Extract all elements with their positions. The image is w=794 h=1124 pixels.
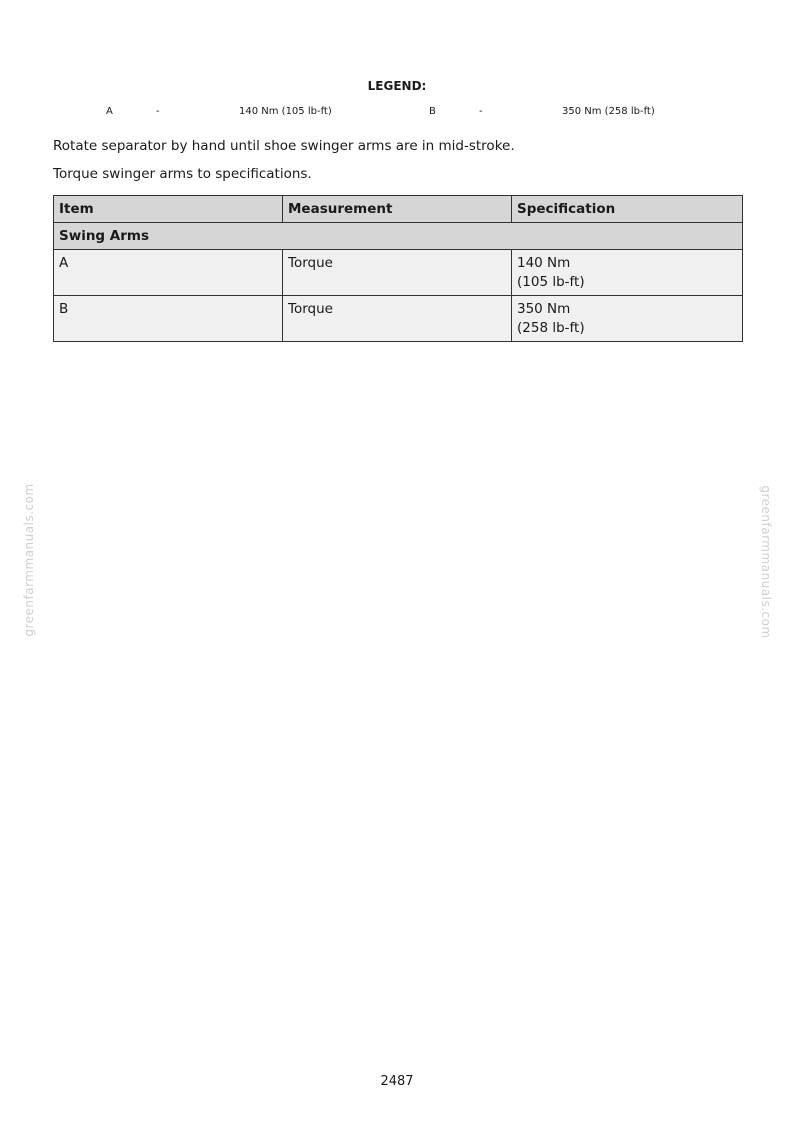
cell-measurement: Torque (283, 296, 512, 342)
cell-item: A (54, 250, 283, 296)
page-number: 2487 (380, 1074, 414, 1089)
legend-title: LEGEND: (367, 79, 427, 93)
legend-letter-b: B (429, 106, 436, 117)
header-specification: Specification (512, 196, 743, 223)
spec-imperial: (105 lb-ft) (517, 274, 585, 290)
legend-value-b: 350 Nm (258 lb-ft) (562, 106, 655, 117)
table-header-row (54, 196, 743, 223)
spec-imperial: (258 lb-ft) (517, 320, 585, 336)
legend-letter-a: A (106, 106, 113, 117)
cell-specification (512, 250, 743, 296)
header-measurement: Measurement (283, 196, 512, 223)
watermark-left: greenfarmmanuals.com (22, 483, 36, 637)
spec-metric: 140 Nm (517, 255, 571, 271)
cell-measurement: Torque (283, 250, 512, 296)
legend-dash-b: - (479, 106, 483, 117)
specification-table (53, 195, 743, 342)
cell-specification (512, 296, 743, 342)
instruction-rotate: Rotate separator by hand until shoe swinger arms are in mid-stroke. (53, 138, 515, 154)
legend-value-a: 140 Nm (105 lb-ft) (239, 106, 332, 117)
spec-metric: 350 Nm (517, 301, 571, 317)
table-row (54, 250, 743, 296)
table-row (54, 296, 743, 342)
header-item: Item (54, 196, 283, 223)
legend-dash-a: - (156, 106, 160, 117)
cell-item: B (54, 296, 283, 342)
instruction-torque: Torque swinger arms to specifications. (53, 166, 312, 182)
table-group-row (54, 223, 743, 250)
watermark-right: greenfarmmanuals.com (759, 485, 773, 639)
group-swing-arms: Swing Arms (54, 223, 743, 250)
